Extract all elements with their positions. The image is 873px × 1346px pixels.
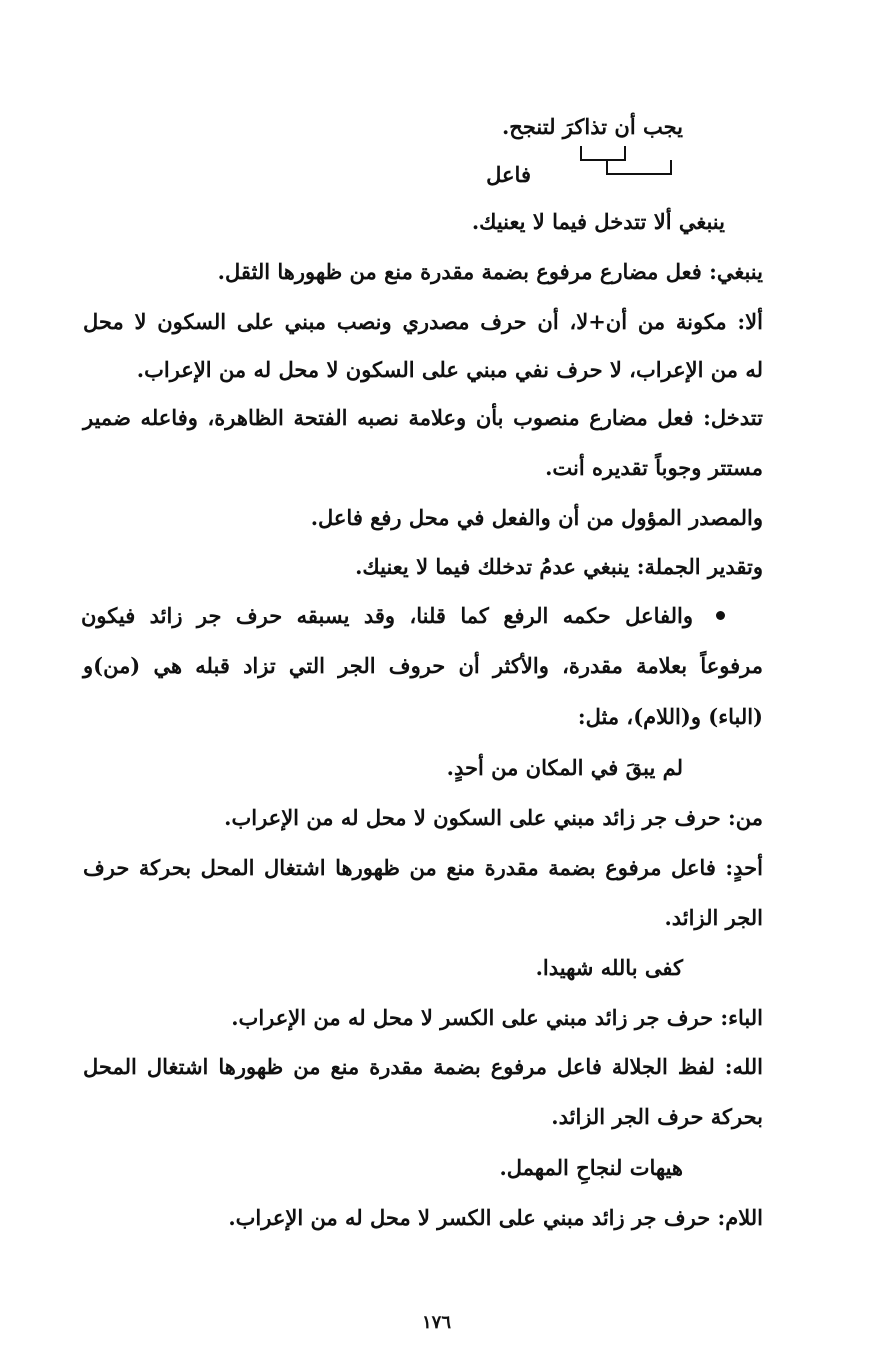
example-sentence-1: يجب أن تذاكرَ لتنجح. [502, 114, 683, 139]
parse-line: ألا: مكونة من أن+لا، أن حرف مصدري ونصب مبني على السكون لا محل [83, 309, 763, 334]
parse-line: أحدٍ: فاعل مرفوع بضمة مقدرة منع من ظهورها اشتغال المحل بحركة حرف [83, 855, 763, 880]
parse-line: اللام: حرف جر زائد مبني على الكسر لا محل له من الإعراب. [228, 1205, 763, 1230]
page-number: ١٧٦ [421, 1312, 451, 1333]
bullet-paragraph-line: مرفوعاً بعلامة مقدرة، والأكثر أن حروف الجر التي تزاد قبله هي (من)و [83, 653, 763, 678]
parse-line: والمصدر المؤول من أن والفعل في محل رفع فاعل. [310, 505, 763, 530]
parse-line: ينبغي: فعل مضارع مرفوع بضمة مقدرة منع من ظهورها الثقل. [217, 259, 763, 284]
parse-line: له من الإعراب، لا حرف نفي مبني على السكون لا محل له من الإعراب. [136, 357, 763, 382]
parse-line: من: حرف جر زائد مبني على السكون لا محل له من الإعراب. [224, 805, 763, 830]
parse-line: تتدخل: فعل مضارع منصوب بأن وعلامة نصبه الفتحة الظاهرة، وفاعله ضمير [83, 405, 763, 430]
grammar-bracket [580, 146, 672, 176]
label-fael: فاعل [486, 162, 531, 187]
parse-line: وتقدير الجملة: ينبغي عدمُ تدخلك فيما لا يعنيك. [355, 554, 763, 579]
example-sentence-2: ينبغي ألا تتدخل فيما لا يعنيك. [471, 209, 725, 234]
parse-line: بحركة حرف الجر الزائد. [551, 1104, 763, 1129]
example-sentence-4: كفى بالله شهيدا. [535, 955, 683, 980]
example-sentence-3: لم يبقَ في المكان من أحدٍ. [446, 755, 683, 780]
example-sentence-5: هيهات لنجاحِ المهمل. [499, 1155, 683, 1180]
bullet-paragraph-line: (الباء) و(اللام)، مثل: [577, 704, 763, 729]
bullet-icon [716, 611, 725, 620]
bullet-paragraph-line: والفاعل حكمه الرفع كما قلنا، وقد يسبقه حرف جر زائد فيكون [81, 603, 693, 628]
parse-line: مستتر وجوباً تقديره أنت. [545, 455, 763, 480]
parse-line: الله: لفظ الجلالة فاعل مرفوع بضمة مقدرة منع من ظهورها اشتغال المحل [83, 1054, 763, 1079]
parse-line: الباء: حرف جر زائد مبني على الكسر لا محل له من الإعراب. [231, 1005, 763, 1030]
parse-line: الجر الزائد. [664, 905, 763, 930]
